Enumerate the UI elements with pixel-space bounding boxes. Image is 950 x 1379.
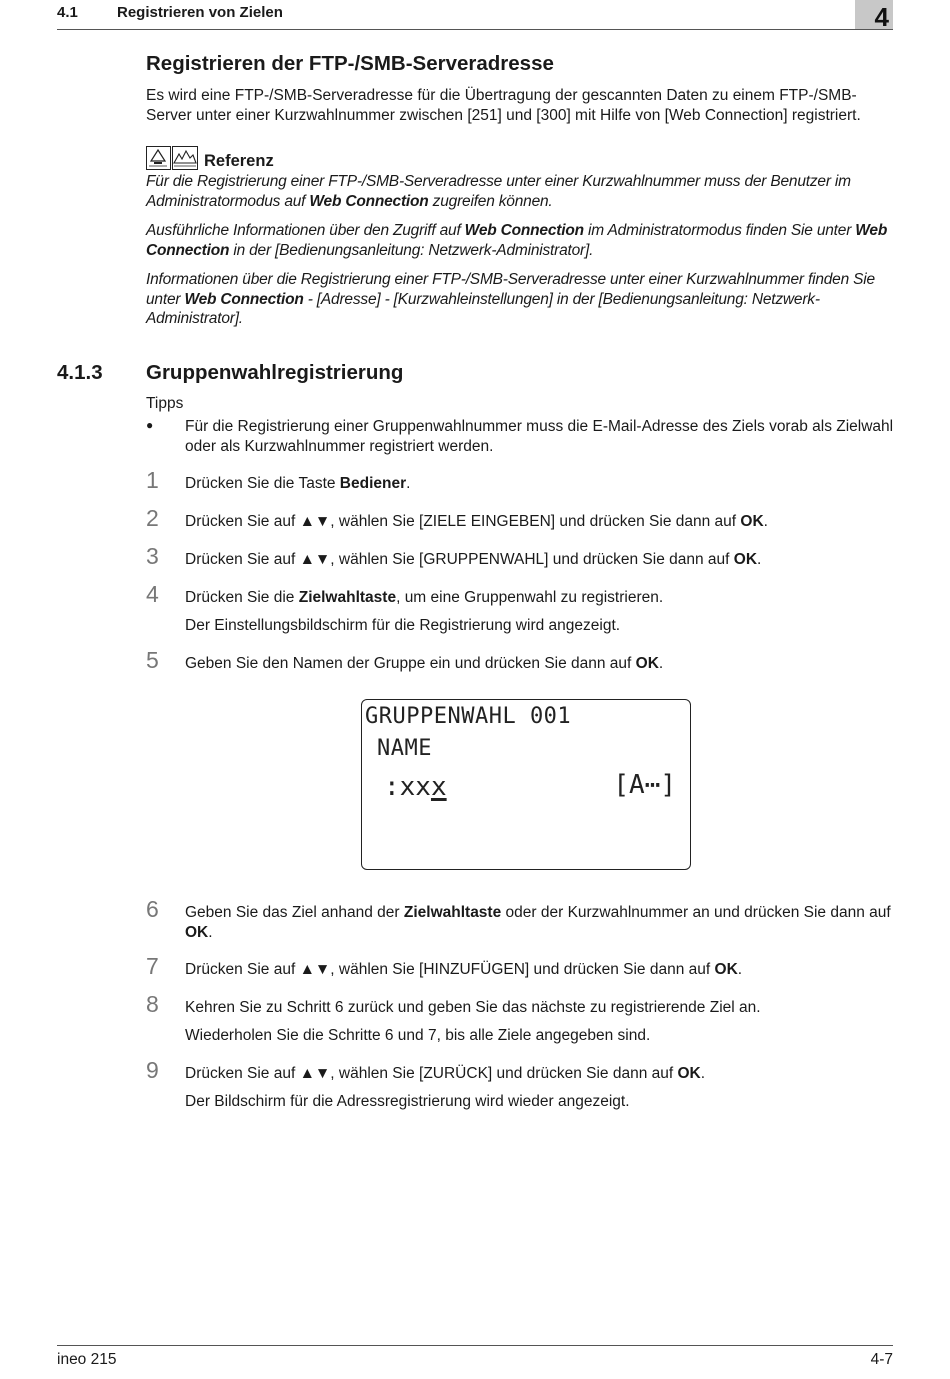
step-number: 6 xyxy=(146,896,159,922)
chapter-number: 4 xyxy=(874,2,889,32)
step-text: Geben Sie das Ziel anhand der Zielwahltaste oder der Kurzwahlnummer an und drücken Sie dann auf OK. xyxy=(185,904,891,941)
reference-paragraph-3: Informationen über die Registrierung einer FTP-/SMB-Serveradresse unter einer Kurzwahlnummer finden Sie unter Web Connection - [Adresse] - [Kurzwahleinstellungen] in der [Bedienungsanleitung: Netzwerk-Administrator]. xyxy=(146,271,875,327)
step-number: 4 xyxy=(146,581,159,607)
step-number: 3 xyxy=(146,543,159,569)
reference-paragraph-2: Ausführliche Informationen über den Zugriff auf Web Connection im Administratormodus finden Sie unter Web Connection in der [Bedienungsanleitung: Netzwerk-Administrator]. xyxy=(146,222,888,259)
chapter-tab xyxy=(855,0,893,32)
lcd-line-2: NAME xyxy=(377,736,432,761)
step-subtext: Der Bildschirm für die Adressregistrierung wird wieder angezeigt. xyxy=(185,1093,630,1110)
page-footer xyxy=(57,1345,893,1368)
lcd-display xyxy=(361,699,691,870)
subsection-title: Registrieren der FTP-/SMB-Serveradresse xyxy=(146,52,554,75)
step-text: Kehren Sie zu Schritt 6 zurück und geben Sie das nächste zu registrierende Ziel an. xyxy=(185,999,761,1016)
reference-icon xyxy=(146,146,198,170)
step-number: 2 xyxy=(146,505,159,531)
page-header xyxy=(57,0,893,30)
header-section-number: 4.1 xyxy=(57,4,78,21)
bullet-icon: ● xyxy=(146,418,154,432)
step-text: Drücken Sie die Taste Bediener. xyxy=(185,475,411,492)
step-text: Drücken Sie auf ▲▼, wählen Sie [ZIELE EINGEBEN] und drücken Sie dann auf OK. xyxy=(185,513,768,530)
header-section-title: Registrieren von Zielen xyxy=(117,4,283,21)
step-number: 8 xyxy=(146,991,159,1017)
lcd-name-entry: :xxx xyxy=(384,772,447,802)
lcd-cursor: x xyxy=(430,772,447,802)
reference-heading xyxy=(146,144,274,170)
step-subtext: Wiederholen Sie die Schritte 6 und 7, bis alle Ziele angegeben sind. xyxy=(185,1027,651,1044)
section-title: Gruppenwahlregistrierung xyxy=(146,361,404,384)
step-text: Geben Sie den Namen der Gruppe ein und drücken Sie dann auf OK. xyxy=(185,655,664,672)
step-subtext: Der Einstellungsbildschirm für die Registrierung wird angezeigt. xyxy=(185,617,621,634)
step-text: Drücken Sie auf ▲▼, wählen Sie [HINZUFÜGEN] und drücken Sie dann auf OK. xyxy=(185,961,743,978)
reference-label: Referenz xyxy=(204,152,274,170)
step-number: 1 xyxy=(146,467,159,493)
section-number: 4.1.3 xyxy=(57,361,103,384)
footer-product: ineo 215 xyxy=(57,1351,117,1368)
step-number: 9 xyxy=(146,1057,159,1083)
intro-paragraph: Es wird eine FTP-/SMB-Serveradresse für die Übertragung der gescannten Daten zu einem FTP-/SMB-Server unter einer Kurzwahlnummer zwischen [251] und [300] mit Hilfe von [Web Connection] registriert. xyxy=(146,87,861,124)
step-text: Drücken Sie auf ▲▼, wählen Sie [ZURÜCK] und drücken Sie dann auf OK. xyxy=(185,1065,706,1082)
reference-paragraph-1: Für die Registrierung einer FTP-/SMB-Serveradresse unter einer Kurzwahlnummer muss der Benutzer im Administratormodus auf Web Connection zugreifen können. xyxy=(146,173,851,210)
step-text: Drücken Sie die Zielwahltaste, um eine Gruppenwahl zu registrieren. xyxy=(185,589,664,606)
footer-page-number: 4-7 xyxy=(870,1351,893,1368)
step-number: 7 xyxy=(146,953,159,979)
lcd-input-mode: [A⋯] xyxy=(613,770,676,800)
lcd-line-1: GRUPPENWAHL 001 xyxy=(365,704,572,729)
tips-label: Tipps xyxy=(146,395,184,412)
tip-text: Für die Registrierung einer Gruppenwahlnummer muss die E-Mail-Adresse des Ziels vorab als Zielwahl oder als Kurzwahlnummer registriert werden. xyxy=(185,418,894,455)
step-number: 5 xyxy=(146,647,159,673)
step-text: Drücken Sie auf ▲▼, wählen Sie [GRUPPENWAHL] und drücken Sie dann auf OK. xyxy=(185,551,762,568)
